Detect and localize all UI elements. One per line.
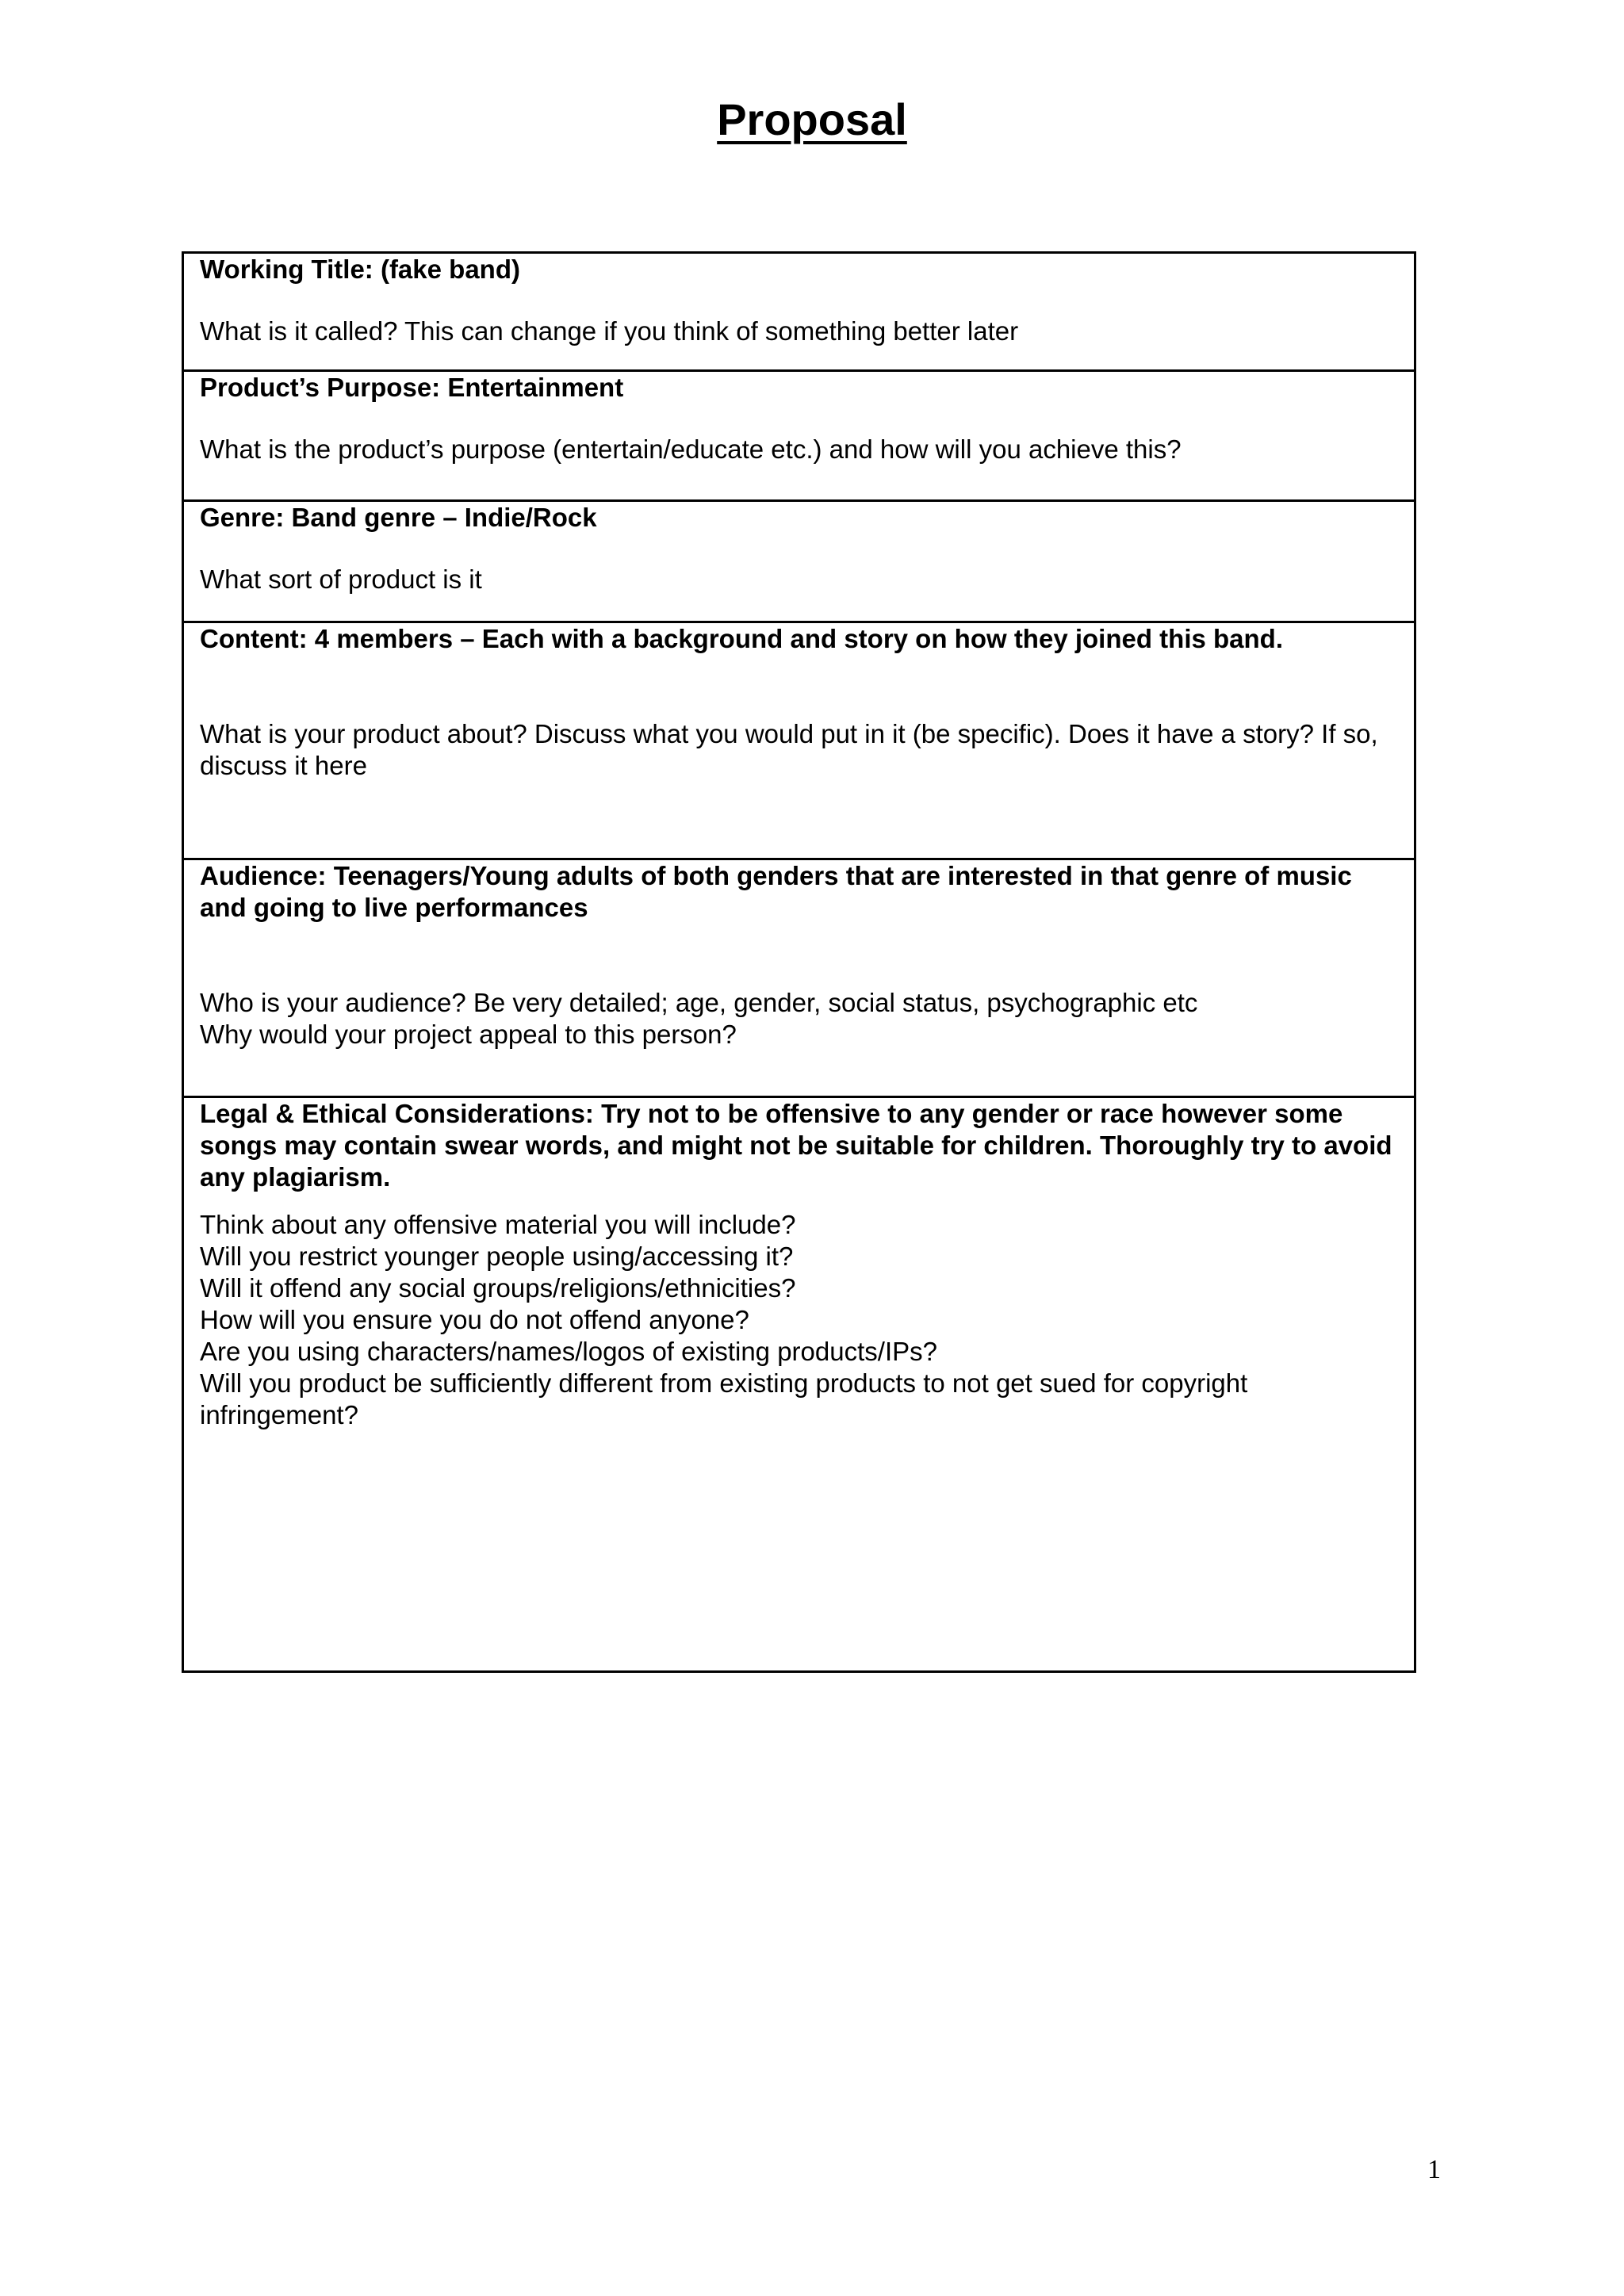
working-title-section [184, 254, 1414, 372]
page-title: Proposal [717, 94, 907, 144]
proposal-table [182, 251, 1416, 1673]
purpose-prompt: What is the product’s purpose (entertain/educate etc.) and how will you achieve this? [200, 434, 1182, 464]
content-prompt: What is your product about? Discuss what you would put in it (be specific). Does it have a story? If so, discuss it here [200, 719, 1378, 780]
legal-ethical-heading: Legal & Ethical Considerations: Try not to be offensive to any gender or race however some songs may contain swear words, and might not be suitable for children. Thoroughly try to avoid any plagiarism. [200, 1099, 1392, 1192]
legal-ethical-section [184, 1098, 1414, 1670]
working-title-prompt: What is it called? This can change if you think of something better later [200, 316, 1019, 346]
page-number: 1 [1427, 2155, 1441, 2184]
genre-section [184, 502, 1414, 623]
audience-prompt: Who is your audience? Be very detailed; age, gender, social status, psychographic etc Why would your project appeal to this person? [200, 988, 1198, 1049]
audience-section [184, 860, 1414, 1098]
content-section [184, 623, 1414, 860]
genre-heading: Genre: Band genre – Indie/Rock [200, 503, 597, 532]
audience-heading: Audience: Teenagers/Young adults of both genders that are interested in that genre of music and going to live performances [200, 861, 1352, 922]
genre-prompt: What sort of product is it [200, 564, 482, 594]
purpose-section [184, 372, 1414, 502]
legal-ethical-prompt: Think about any offensive material you will include? Will you restrict younger people using/accessing it? Will it offend any social groups/religions/ethnicities? How will you ensure you do not offend anyone? Are you using characters/names/logos of existing products/IPs? Will you product be sufficiently different from existing products to not get sued for copyright infringement? [200, 1210, 1248, 1429]
working-title-heading: Working Title: (fake band) [200, 254, 520, 284]
purpose-heading: Product’s Purpose: Entertainment [200, 373, 624, 402]
content-heading: Content: 4 members – Each with a background and story on how they joined this band. [200, 624, 1284, 653]
